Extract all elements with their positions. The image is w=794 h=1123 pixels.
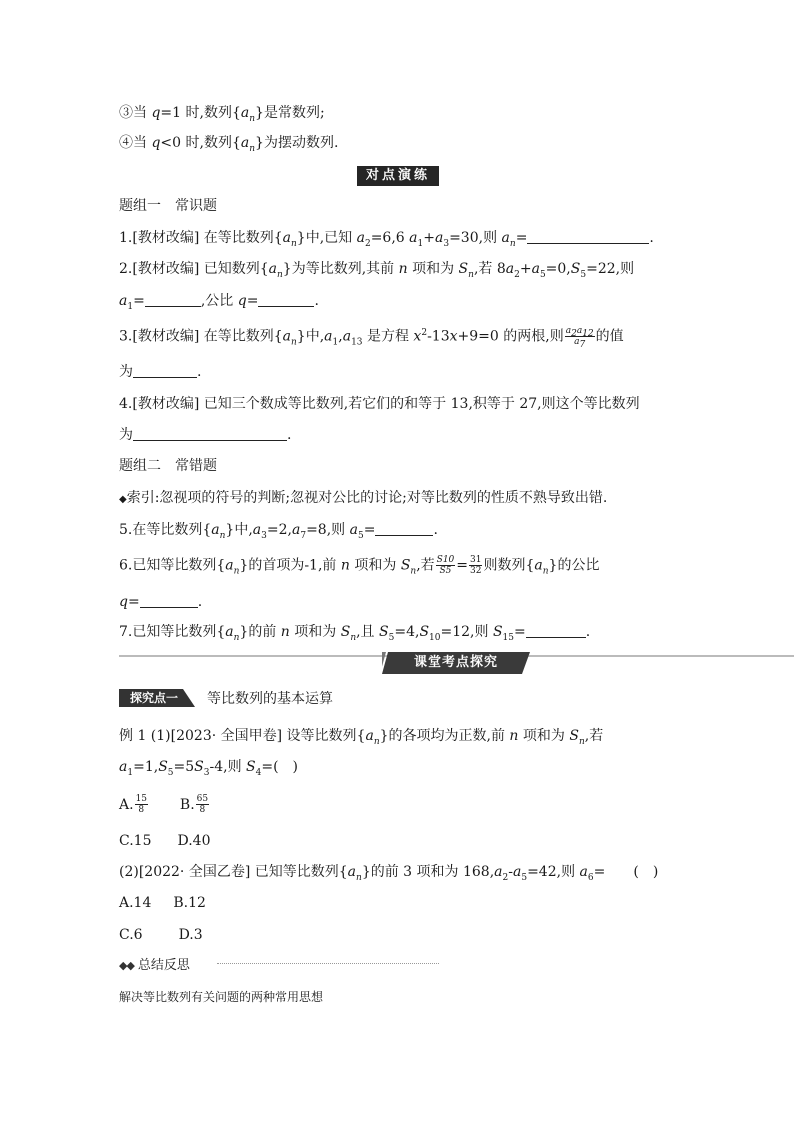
answer-blank[interactable] — [375, 521, 433, 536]
question-1: 1.[教材改编] 在等比数列$\{a_n\}$中,已知 $a_2=6,6$ $a_1+a_3=30$,则 $a_n=$ . — [119, 230, 654, 249]
answer-blank[interactable] — [133, 426, 287, 441]
question-5: 5.在等比数列$\{a_n\}$中$,a_3=2,a_7=8$,则 $a_5=$ . — [119, 522, 438, 541]
option-d[interactable]: D.40 — [177, 833, 211, 849]
option-c[interactable]: C.15 — [119, 833, 152, 849]
options-cd — [119, 831, 210, 851]
summary-subtitle: 解决等比数列有关问题的两种常用思想 — [119, 990, 324, 1004]
diamond-bullet-icon: ◆ — [119, 494, 127, 505]
error-index: ◆索引:忽视项的符号的判断;忽视对公比的讨论;对等比数列的性质不熟导致出错. — [119, 490, 608, 506]
option-a[interactable]: A. $\frac{15}{8}$ — [119, 794, 148, 815]
question-2-line2: $a_1=$ ,公比 q= . — [119, 293, 319, 312]
text-item-3: ③当 q=1 时,数列$\{a_n\}$是常数列; — [119, 105, 325, 124]
question-6: 6.已知等比数列$\{a_n\}$的首项为-1,前 n 项和为 $S_n$,若 $\frac{S10}{S5}$ = $\frac{31}{32}$ 则数列$\{a_n\}$的公比 — [119, 555, 600, 577]
fraction: $\frac{31}{32}$ — [470, 555, 482, 576]
group2-title: 题组二 常错题 — [119, 458, 217, 474]
question-7: 7.已知等比数列$\{a_n\}$的前 n 项和为 $S_n$,且 $S_5=4,S_{10}=12$,则 $S_{15}=$ . — [119, 624, 591, 643]
answer-blank[interactable] — [133, 363, 197, 378]
question-4-line2: 为 . — [119, 427, 292, 443]
text-item-4: ④当 q<0 时,数列$\{a_n\}$为摆动数列. — [119, 135, 339, 154]
dotted-divider — [217, 963, 439, 964]
double-diamond-icon: ◆◆ — [119, 959, 134, 972]
answer-blank[interactable] — [145, 292, 201, 307]
question-4: 4.[教材改编] 已知三个数成等比数列,若它们的和等于 13,积等于 27,则这个等比数列 — [119, 396, 640, 412]
fraction: $\frac{a_2a_{12}}{a_7}$ — [565, 326, 594, 350]
group1-title: 题组一 常识题 — [119, 198, 217, 214]
practice-banner: 对点演练 — [357, 166, 439, 186]
section-tab: 课堂考点探究 — [382, 652, 530, 674]
option-a[interactable]: A.14 — [119, 895, 152, 911]
fraction: $\frac{S10}{S5}$ — [436, 555, 455, 576]
answer-blank[interactable] — [526, 623, 586, 638]
example-1-part-1: 例 1 (1)[2023· 全国甲卷] 设等比数列$\{a_n\}$的各项均为正数,前 n 项和为 $S_n$,若 — [119, 728, 604, 747]
question-2: 2.[教材改编] 已知数列$\{a_n\}$为等比数列,其前 n 项和为 $S_n$,若 $8a_2+a_5=0,S_5=22$,则 — [119, 261, 635, 280]
answer-blank[interactable] — [527, 229, 649, 244]
exploration-point-tag: 探究点一 — [119, 689, 195, 707]
options-cd-2 — [119, 925, 203, 945]
option-d[interactable]: D.3 — [178, 927, 203, 943]
option-b[interactable]: B. $\frac{65}{8}$ — [179, 794, 209, 815]
fraction: $\frac{15}{8}$ — [135, 794, 148, 815]
question-3: 3.[教材改编] 在等比数列$\{a_n\}$中$,a_1,a_{13}$ 是方程 $x^2-13x+9=0$ 的两根,则 $\frac{a_2a_{12}}{a_7}$ 的值 — [119, 326, 624, 350]
summary-heading: ◆◆ 总结反思 — [119, 958, 190, 973]
question-3-line2: 为 . — [119, 364, 202, 380]
option-b[interactable]: B.12 — [173, 895, 206, 911]
answer-blank[interactable] — [140, 593, 198, 608]
options-ab-2 — [119, 893, 206, 913]
fraction: $\frac{65}{8}$ — [196, 794, 209, 815]
example-1-part-1-line2: $a_1=1,S_5=5S_3-4$,则 $S_4=$( ) — [119, 759, 299, 778]
option-c[interactable]: C.6 — [119, 927, 143, 943]
question-6-line2: q= . — [119, 594, 203, 610]
exploration-point-title: 等比数列的基本运算 — [207, 691, 333, 707]
example-1-part-2: (2)[2022· 全国乙卷] 已知等比数列$\{a_n\}$的前 3 项和为 $168,a_2-a_5=42$,则 $a_6=$ ( ) — [119, 864, 659, 883]
options-ab — [119, 794, 210, 815]
answer-blank[interactable] — [258, 292, 314, 307]
